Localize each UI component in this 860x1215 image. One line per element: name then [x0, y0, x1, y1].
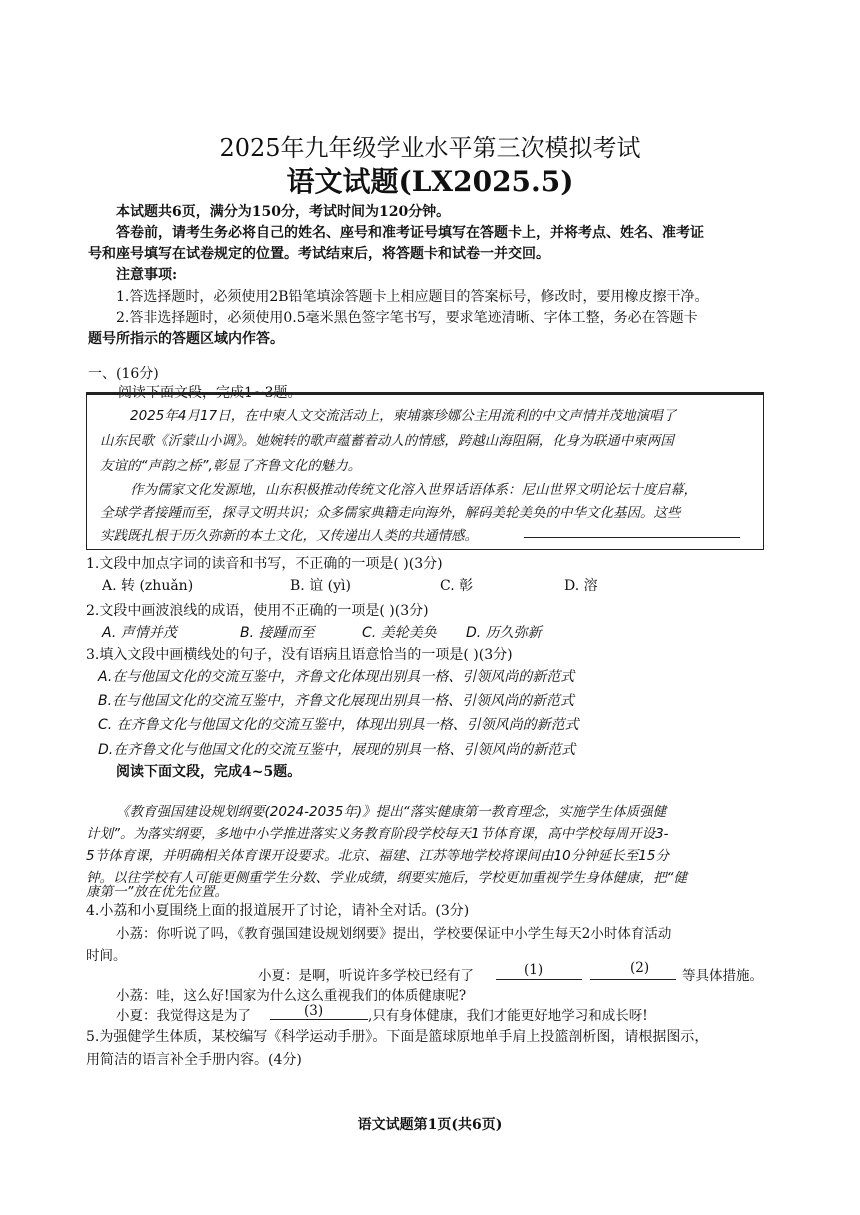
section2-instruction: 阅读下面文段，完成4~5题。	[116, 764, 302, 780]
intro-line-2b: 号和座号填写在试卷规定的位置。考试结束后，将答题卡和试卷一并交回。	[88, 246, 550, 262]
notice-title: 注意事项:	[116, 267, 178, 283]
q2-option-a[interactable]: A. 声情并茂	[102, 625, 177, 641]
passage2-line-5: 康第一”放在优先位置。	[86, 884, 228, 900]
notice-1: 1.答选择题时，必须使用2B铅笔填涂答题卡上相应题目的答案标号，修改时，要用橡皮擦干净。	[116, 289, 709, 305]
q5-line-1: 5.为强健学生体质，某校编写《科学运动手册》。下面是篮球原地单手肩上投篮剖析图，请根据图示，	[86, 1029, 709, 1045]
q4-blank-3-label: (3)	[304, 1003, 324, 1019]
q3-stem: 3.填入文段中画横线处的句子，没有语病且语意恰当的一项是( )(3分)	[86, 647, 513, 663]
q4-blank-1-label: (1)	[524, 962, 544, 978]
q2-option-b[interactable]: B. 接踵而至	[240, 625, 315, 641]
passage1-line-3: 友谊的“声韵之桥”,彰显了齐鲁文化的魅力。	[100, 458, 362, 474]
passage2-line-1: 《教育强国建设规划纲要(2024-2035年)》提出“落实健康第一教育理念，实施学生体质强健	[116, 804, 667, 820]
q4-blank-1-line[interactable]	[496, 979, 582, 980]
q1-option-d[interactable]: D. 溶	[564, 578, 598, 594]
q4-dialog-2-pre: 小夏：是啊，听说许多学校已经有了	[258, 968, 474, 984]
page-footer: 语文试题第1页(共6页)	[357, 1117, 503, 1133]
exam-subtitle: 语文试题(LX2025.5)	[286, 165, 574, 198]
section1-instruction: 阅读下面文段，完成1~3题。	[118, 385, 302, 401]
passage1-line-5: 全球学者接踵而至，探寻文明共识；众多儒家典籍走向海外，解码美轮美奂的中华文化基因。这些	[100, 505, 681, 521]
q1-stem: 1.文段中加点字词的读音和书写，不正确的一项是( )(3分)	[86, 556, 443, 572]
q2-option-c[interactable]: C. 美轮美奂	[362, 625, 437, 641]
passage1-line-2: 山东民歌《沂蒙山小调》。她婉转的歌声蕴蓄着动人的情感，跨越山海阻隔，化身为联通中柬两国	[100, 433, 674, 449]
q4-blank-2-line[interactable]	[590, 979, 676, 980]
intro-line-1: 本试题共6页，满分为150分，考试时间为120分钟。	[116, 204, 451, 220]
q3-option-d[interactable]: D.在齐鲁文化与他国文化的交流互鉴中，展现的别具一格、引领风尚的新范式	[98, 742, 576, 758]
q3-option-c[interactable]: C. 在齐鲁文化与他国文化的交流互鉴中，体现出别具一格、引领风尚的新范式	[98, 717, 579, 733]
q2-option-d[interactable]: D. 历久弥新	[466, 625, 542, 641]
passage1-line-6: 实践既扎根于历久弥新的本土文化，又传递出人类的共通情感。	[100, 528, 478, 544]
q4-dialog-3: 小荔：哇，这么好!国家为什么这么重视我们的体质健康呢?	[116, 988, 467, 1004]
q1-option-b[interactable]: B. 谊 (yì)	[290, 578, 351, 594]
q2-stem: 2.文段中画波浪线的成语，使用不正确的一项是( )(3分)	[86, 603, 429, 619]
exam-title: 2025年九年级学业水平第三次模拟考试	[219, 134, 641, 162]
q4-dialog-1a: 小荔：你听说了吗，《教育强国建设规划纲要》提出，学校要保证中小学生每天2小时体育活动	[116, 926, 672, 942]
passage1-line-1: 2025年4月17日，在中柬人文交流活动上，柬埔寨珍娜公主用流利的中文声情并茂地演唱了	[130, 408, 677, 424]
q4-dialog-4-post: ,只有身体健康，我们才能更好地学习和成长呀!	[368, 1008, 648, 1024]
q4-blank-2-label: (2)	[630, 960, 650, 976]
notice-2b: 题号所指示的答题区域内作答。	[88, 331, 284, 347]
intro-line-2a: 答卷前，请考生务必将自己的姓名、座号和准考证号填写在答题卡上，并将考点、姓名、准考证	[116, 225, 704, 241]
q1-option-c[interactable]: C. 彰	[440, 578, 474, 594]
q4-dialog-2-post: 等具体措施。	[682, 968, 763, 984]
q3-option-a[interactable]: A.在与他国文化的交流互鉴中，齐鲁文化体现出别具一格、引领风尚的新范式	[98, 669, 575, 685]
q5-line-2: 用简洁的语言补全手册内容。(4分)	[86, 1052, 302, 1068]
q3-option-b[interactable]: B.在与他国文化的交流互鉴中，齐鲁文化展现出别具一格、引领风尚的新范式	[98, 693, 575, 709]
passage2-line-3: 5节体育课，并明确相关体育课开设要求。北京、福建、江苏等地学校将课间由10分钟延长至15分	[86, 848, 669, 864]
passage2-line-2: 计划”。为落实纲要，多地中小学推进落实义务教育阶段学校每天1节体育课，高中学校每周开设3-	[86, 826, 669, 842]
passage2-line-4: 钟。以往学校有人可能更侧重学生分数、学业成绩，纲要实施后，学校更加重视学生身体健康，把“健	[86, 870, 687, 886]
section1-heading: 一、(16分)	[88, 366, 159, 382]
passage1-line-4: 作为儒家文化发源地，山东积极推动传统文化溶入世界话语体系：尼山世界文明论坛十度启幕，	[130, 482, 697, 498]
q4-stem: 4.小荔和小夏围绕上面的报道展开了讨论，请补全对话。(3分)	[86, 903, 470, 919]
q4-blank-3-line[interactable]	[270, 1019, 368, 1020]
passage1-answer-blank[interactable]	[524, 537, 740, 538]
q1-option-a[interactable]: A. 转 (zhuǎn)	[102, 578, 194, 594]
notice-2a: 2.答非选择题时，必须使用0.5毫米黑色签字笔书写，要求笔迹清晰、字体工整，务必在答题卡	[116, 310, 698, 326]
q4-dialog-1b: 时间。	[86, 948, 127, 964]
q4-dialog-4-pre: 小夏：我觉得这是为了	[116, 1008, 251, 1024]
